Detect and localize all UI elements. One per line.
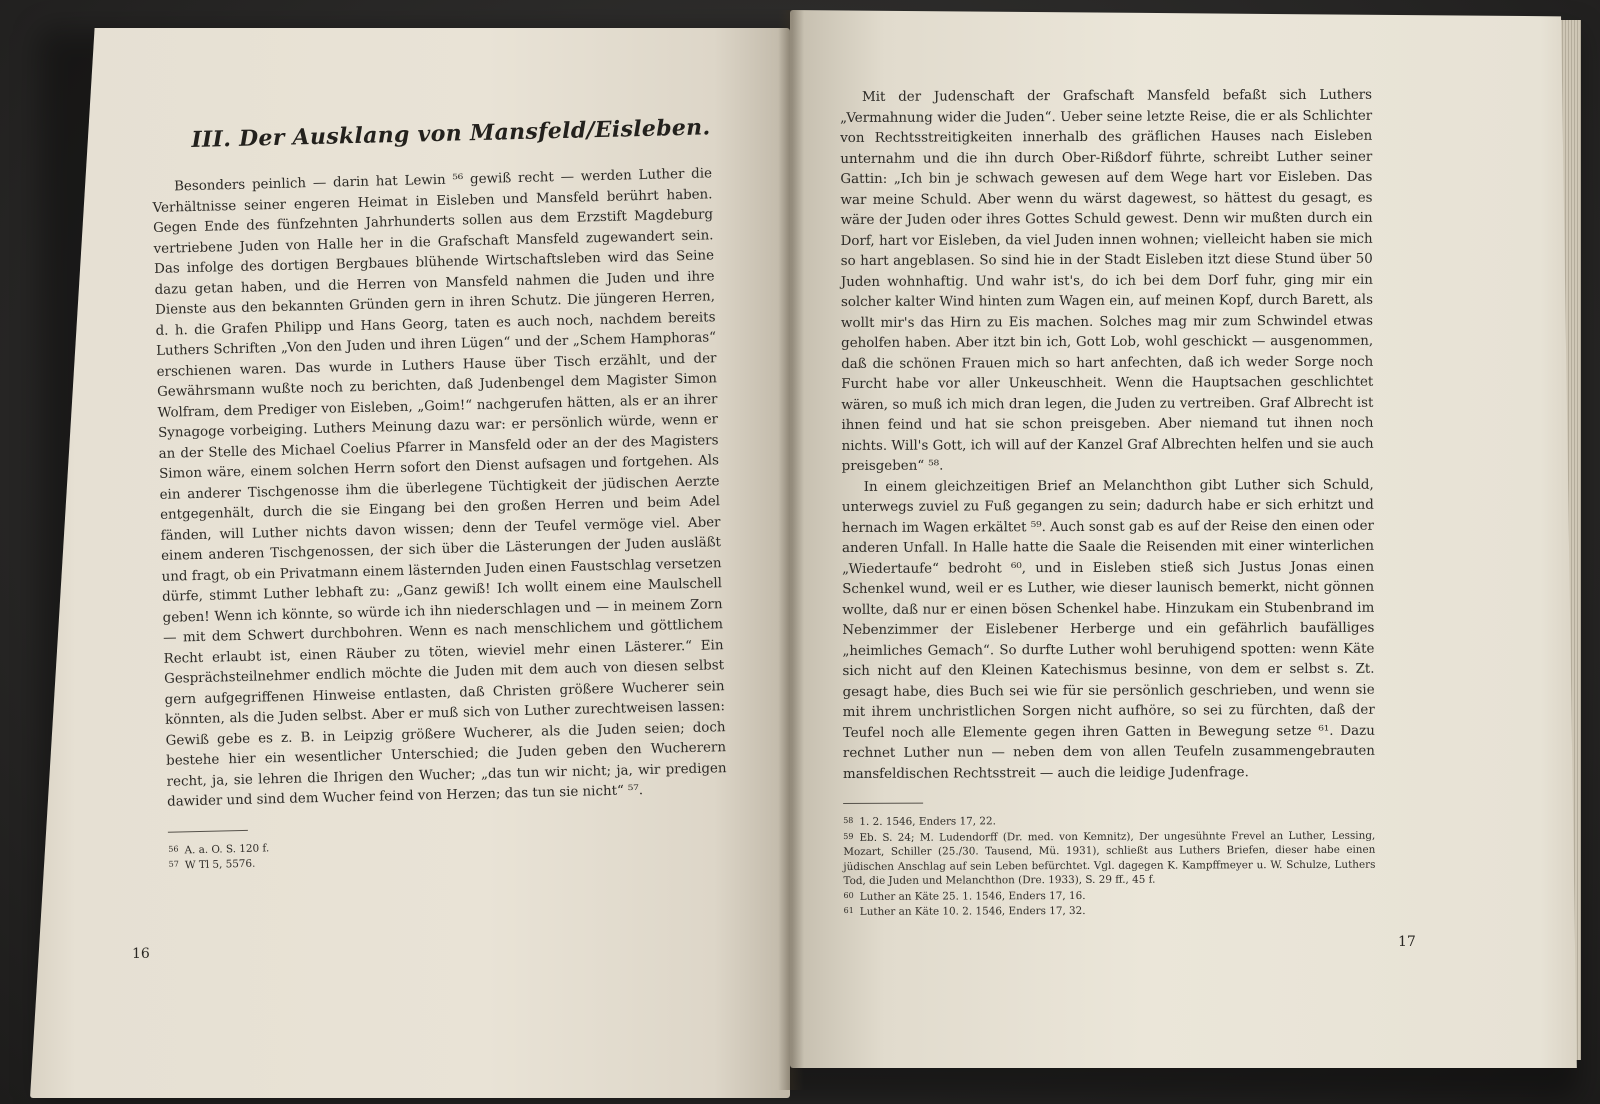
footnote-59: 59 Eb. S. 24; M. Ludendorff (Dr. med. von Kemnitz), Der ungesühnte Frevel an Luther, Lessing, Mozart, Schiller (25./30. Tausend, Mü. 1931), schließt aus Luthers Briefen, dieser habe einen jüdischen Anschlag auf sein Leben befürchtet. Vgl. dagegen K. Kampffmeyer u. W. Schulze, Luthers Tod, die Juden und Melanchthon (Dre. 1933), S. 29 ff., 45 f. [843,829,1376,887]
page-number-right: 17 [1398,934,1416,950]
book-spine [778,10,804,1090]
footnote-rule [843,803,923,804]
chapter-title: III. Der Ausklang von Mansfeld/Eisleben. [191,114,711,153]
right-paragraph-2: In einem gleichzeitigen Brief an Melanchthon gibt Luther sich Schuld, unterwegs zuviel zu Fuß gegangen zu sein; dadurch habe er sich erhitzt und hernach im Wagen erkältet ⁵⁹. Auch sonst gab es auf der Reise den einen oder anderen Unfall. In Halle hatte die Saale die Reisenden mit einer winterlichen „Wiedertaufe“ bedroht ⁶⁰, und in Eisleben stieß sich Justus Jonas einen Schenkel wund, weil er es Luther, wie dieser launisch bemerkt, nicht gönnen wollte, daß nur er einen bösen Schenkel habe. Hinzukam ein Stubenbrand im Nebenzimmer der Eislebener Herberge und ein gefährlich baufälliges „heimliches Gemach“. So durfte Luther wohl beruhigend spotten: wenn Käte sich nicht auf den Kleinen Katechismus besinne, von dem er selbst s. Zt. gesagt habe, dies Buch sei wie für sie persönlich geschrieben, und wenn sie mit ihrem unchristlichen Sorgen nicht aufhöre, so sei zu fürchten, daß der Teufel noch alle Elemente gegen ihren Gatten in Bewegung setze ⁶¹. Dazu rechnet Luther nun — neben dem von allen Teufeln zusammengebrauten mansfeldischen Rechtsstreit — auch die leidige Judenfrage. [841,477,1375,782]
right-footnotes [843,812,1375,920]
footnote-60: 60 Luther an Käte 25. 1. 1546, Enders 17, 16. [843,889,1086,903]
left-paragraph: Besonders peinlich — darin hat Lewin ⁵⁶ gewiß recht — werden Luther die Verhältnisse seiner engeren Heimat in Eisleben und Mansfeld berührt haben. Gegen Ende des fünfzehnten Jahrhunderts sollen aus dem Erzstift Magdeburg vertriebene Juden von Halle her in die Grafschaft Mansfeld zugewandert sein. Das infolge des dortigen Bergbaues blühende Wirtschaftsleben wird das Seine dazu getan haben, und die Herren von Mansfeld nahmen die Juden und ihre Dienste aus den bekannten Gründen gern in ihren Schutz. Die jüngeren Herren, d. h. die Grafen Philipp und Hans Georg, taten es auch noch, nachdem bereits Luthers Schriften „Von den Juden und ihren Lügen“ und der „Schem Hamphoras“ erschienen waren. Das wurde in Luthers Hause über Tisch erzählt, und der Gewährsmann wußte noch zu berichten, daß Judenbengel dem Magister Simon Wolfram, dem Prediger von Eisleben, „Goim!“ nachgerufen hätten, als er an ihrer Synagoge vorbeiging. Luthers Meinung dazu war: er persönlich würde, wenn er an der Stelle des Michael Coelius Pfarrer in Mansfeld oder an der des Magisters Simon wäre, einem solchen Herrn sofort den Dienst aufsagen und fortgehen. Als ein anderer Tischgenosse ihm die überlegene Tüchtigkeit der jüdischen Aerzte entgegenhält, durch die sie Eingang bei den großen Herren und beim Adel fänden, will Luther nichts davon wissen; denn der Teufel vermöge viel. Aber einem anderen Tischgenossen, der sich über die Lästerungen der Juden ausläßt und fragt, ob ein Privatmann einem lästernden Juden einen Faustschlag versetzen dürfe, stimmt Luther lebhaft zu: „Ganz gewiß! Ich wollt einem eine Maulschell geben! Wenn ich könnte, so würde ich ihn niederschlagen und — in meinem Zorn — mit dem Schwert durchbohren. Wenn es nach menschlichem und göttlichem Recht erlaubt ist, einen Räuber zu töten, wieviel mehr einen Lästerer.“ Ein Gesprächsteilnehmer endlich möchte die Juden mit dem auch von diesen selbst gern aufgegriffenen Hinweise entlasten, daß Christen größere Wucherer sein könnten, als die Juden selbst. Aber er muß sich von Luther zurechtweisen lassen: Gewiß gebe es z. B. in Leipzig größere Wucherer, als die Juden seien; doch bestehe hier ein wesentlicher Unterschied; die Juden geben den Wucherern recht, ja, sie lehren die Ihrigen den Wucher; „das tun wir nicht; ja, wir predigen dawider und sind dem Wucher feind von Herzen; das tun sie nicht“ ⁵⁷. [152,166,727,810]
right-page-content [840,86,1376,920]
footnote-58: 58 1. 2. 1546, Enders 17, 22. [843,815,996,828]
left-page-content [150,86,729,873]
page-number-left: 16 [132,946,150,962]
footnote-61: 61 Luther an Käte 10. 2. 1546, Enders 17, 32. [843,904,1086,918]
footnote-57: 57 W Tl 5, 5576. [168,857,256,872]
right-paragraph-1: Mit der Judenschaft der Grafschaft Mansfeld befaßt sich Luthers „Vermahnung wider die Juden“. Ueber seine letzte Reise, die er als Schlichter von Rechtsstreitigkeiten innerhalb des gräflichen Hauses nach Eisleben unternahm und die ihn durch Ober-Rißdorf führte, schreibt Luther seiner Gattin: „Ich bin je schwach gewesen auf dem Wege hart vor Eisleben. Das war meine Schuld. Aber wenn du wärst dagewest, so hättest du gesagt, es wäre der Juden oder ihres Gottes Schuld gewest. Denn wir mußten durch ein Dorf, hart vor Eisleben, da viel Juden innen wohnen; vielleicht haben sie mich so hart angeblasen. So sind hie in der Stadt Eisleben itzt diese Stund über 50 Juden wohnhaftig. Und wahr ist's, do ich bei dem Dorf fuhr, ging mir ein solcher kalter Wind hinten zum Wagen ein, auf meinen Kopf, durch Barett, als wollt mir's das Hirn zu Eis machen. Solches mag mir zum Schwindel etwas geholfen haben. Aber itzt bin ich, Gott Lob, wohl geschickt — ausgenommen, daß die schönen Frauen mich so hart anfechten, daß ich weder Sorge noch Furcht habe vor aller Unkeuschheit. Wenn die Hauptsachen geschlichtet wären, so muß ich mich dran legen, die Juden zu vertreiben. Graf Albrecht ist ihnen feind und hat sie schon preisgeben. Aber niemand tut ihnen noch nichts. Will's Gott, ich will auf der Kanzel Graf Albrechten helfen und sie auch preisgeben“ ⁵⁸. [840,87,1374,474]
footnote-rule [168,829,248,832]
footnote-56: 56 A. a. O. S. 120 f. [168,841,270,856]
